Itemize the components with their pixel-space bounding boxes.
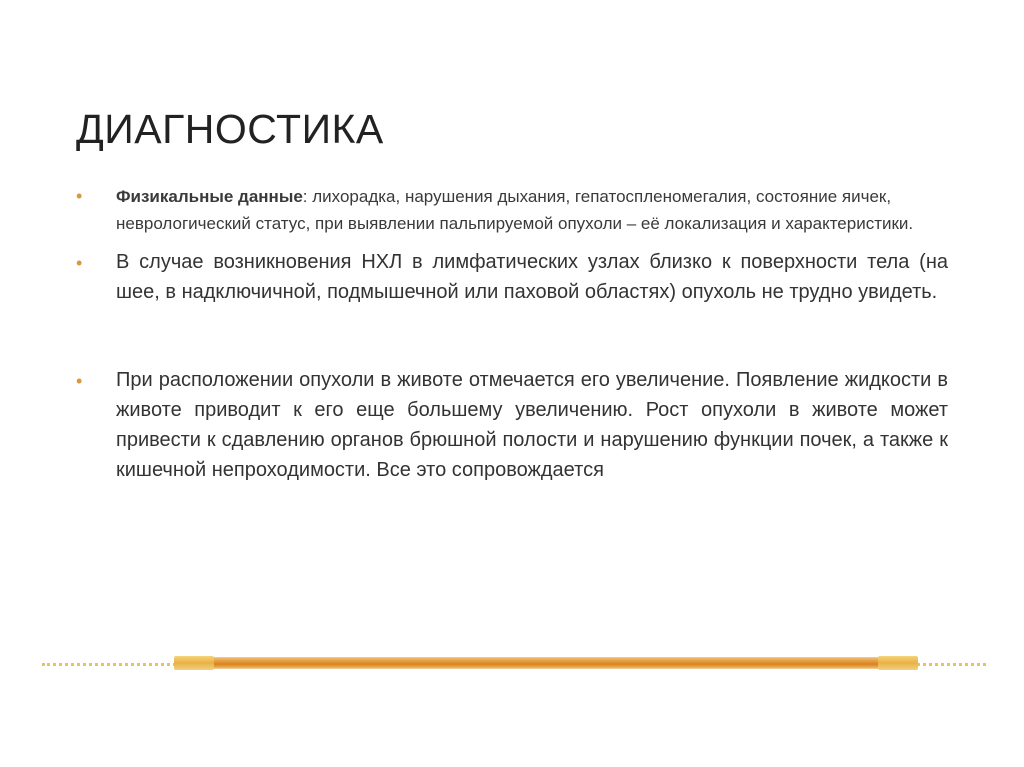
bullet-marker: • (76, 371, 83, 391)
bullet-item-abdomen (70, 365, 948, 485)
slide-title: ДИАГНОСТИКА (76, 106, 384, 152)
divider-cap-left (174, 656, 214, 670)
bullet-item-lymph-nodes (70, 247, 948, 307)
bullet-marker: • (76, 253, 83, 273)
bullet-list (70, 183, 948, 485)
bullet-bold-lead: Физикальные данные (116, 187, 303, 206)
decorative-divider (42, 655, 986, 673)
bullet-text: В случае возникновения НХЛ в лимфатических узлах близко к поверхности тела (на шее, в надключичной, подмышечной или паховой областях) опухоль не трудно увидеть. (116, 251, 948, 303)
divider-bar (174, 657, 918, 669)
divider-dots-left (42, 663, 182, 669)
bullet-text: : лихорадка, нарушения дыхания, гепатоспленомегалия, состояние яичек, неврологический статус, при выявлении пальпируемой опухоли – её локализация и характеристики. (116, 187, 914, 233)
bullet-text: При расположении опухоли в животе отмечается его увеличение. Появление жидкости в животе приводит к его еще большему увеличению. Рост опухоли в животе может привести к сдавлению органов брюшной полости и нарушению функции почек, а также к кишечной непроходимости. Все это сопровождается (116, 369, 948, 481)
bullet-marker: • (76, 186, 83, 206)
divider-cap-right (878, 656, 918, 670)
bullet-item-physical-findings (70, 183, 936, 237)
